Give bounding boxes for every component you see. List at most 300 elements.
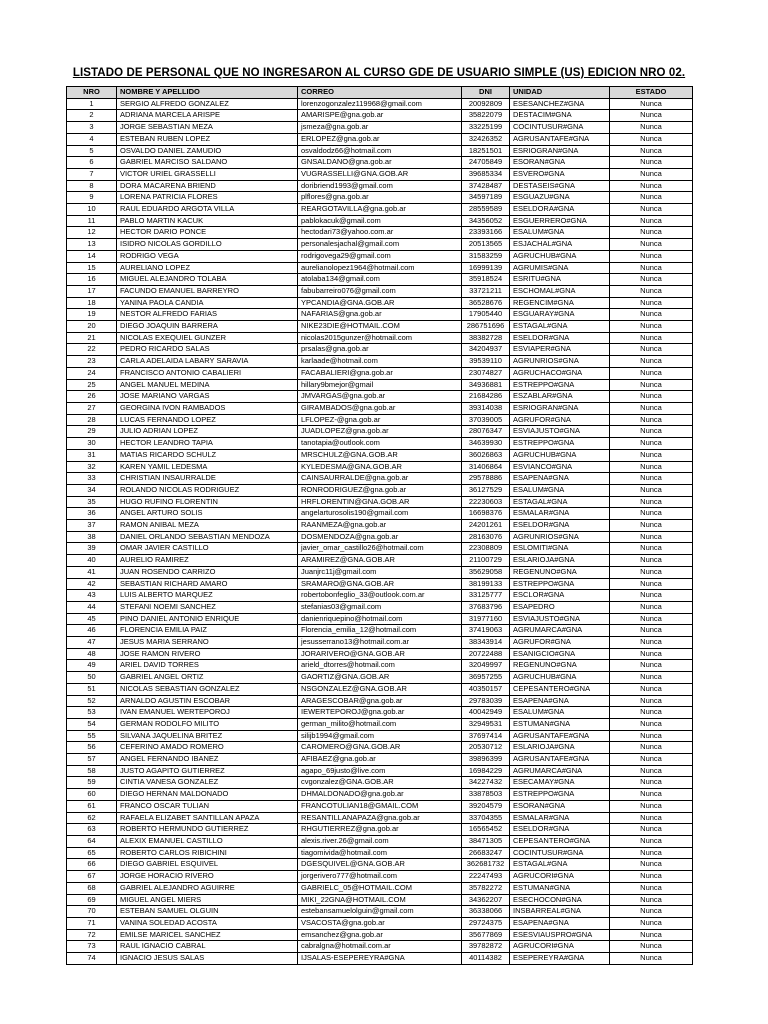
row-number-cell: 26	[67, 391, 117, 403]
table-row	[67, 402, 693, 414]
status-cell: Nunca	[610, 894, 693, 906]
unit-cell: ESAPENA#GNA	[510, 695, 610, 707]
unit-cell: ESTREPPO#GNA	[510, 438, 610, 450]
email-cell: atolaba134@gmail.com	[298, 274, 462, 286]
dni-cell: 39314038	[462, 402, 510, 414]
dni-cell: 26683247	[462, 847, 510, 859]
dni-cell: 32949531	[462, 718, 510, 730]
person-name-cell: JORGE SEBASTIAN MEZA	[117, 122, 298, 134]
email-cell: jorgerivero777@hotmail.com	[298, 871, 462, 883]
dni-cell: 36026863	[462, 449, 510, 461]
status-cell: Nunca	[610, 555, 693, 567]
table-row	[67, 344, 693, 356]
table-row	[67, 262, 693, 274]
dni-cell: 38382728	[462, 332, 510, 344]
status-cell: Nunca	[610, 718, 693, 730]
unit-cell: ESTAGAL#GNA	[510, 321, 610, 333]
status-cell: Nunca	[610, 496, 693, 508]
dni-cell: 35822079	[462, 110, 510, 122]
status-cell: Nunca	[610, 765, 693, 777]
email-cell: jesusserrano13@hotmail.com.ar	[298, 637, 462, 649]
row-number-cell: 53	[67, 707, 117, 719]
email-cell: DHMALDONADO@gna.gob.ar	[298, 789, 462, 801]
status-cell: Nunca	[610, 707, 693, 719]
row-number-cell: 59	[67, 777, 117, 789]
email-cell: GIRAMBADOS@gna.gob.ar	[298, 402, 462, 414]
status-cell: Nunca	[610, 285, 693, 297]
row-number-cell: 43	[67, 590, 117, 602]
person-name-cell: JUAN ROSENDO CARRIZO	[117, 566, 298, 578]
row-number-cell: 22	[67, 344, 117, 356]
row-number-cell: 13	[67, 239, 117, 251]
email-cell: angelarturosolis190@gmail.com	[298, 508, 462, 520]
person-name-cell: DIEGO JOAQUIN BARRERA	[117, 321, 298, 333]
table-row	[67, 367, 693, 379]
person-name-cell: PABLO MARTIN KACUK	[117, 215, 298, 227]
email-cell: LFLOPEZ-@gna.gob.ar	[298, 414, 462, 426]
row-number-cell: 23	[67, 356, 117, 368]
person-name-cell: FRANCISCO ANTONIO CABALIERI	[117, 367, 298, 379]
dni-cell: 29578886	[462, 473, 510, 485]
unit-cell: ESELDORA#GNA	[510, 204, 610, 216]
row-number-cell: 68	[67, 882, 117, 894]
dni-cell: 34936881	[462, 379, 510, 391]
email-cell: danienriquepino@hotmail.com	[298, 613, 462, 625]
table-row	[67, 414, 693, 426]
person-name-cell: ARIEL DAVID TORRES	[117, 660, 298, 672]
row-number-cell: 30	[67, 438, 117, 450]
row-number-cell: 46	[67, 625, 117, 637]
row-number-cell: 31	[67, 449, 117, 461]
table-row	[67, 180, 693, 192]
table-row	[67, 695, 693, 707]
status-cell: Nunca	[610, 367, 693, 379]
dni-cell: 20092809	[462, 98, 510, 110]
table-row	[67, 847, 693, 859]
email-cell: ERLOPEZ@gna.gob.ar	[298, 133, 462, 145]
table-row	[67, 941, 693, 953]
unit-cell: ESCHOMAL#GNA	[510, 285, 610, 297]
status-cell: Nunca	[610, 414, 693, 426]
row-number-cell: 11	[67, 215, 117, 227]
dni-cell: 33878503	[462, 789, 510, 801]
table-row	[67, 543, 693, 555]
table-row	[67, 555, 693, 567]
table-row	[67, 110, 693, 122]
email-cell: NAFARIAS@gna.gob.ar	[298, 309, 462, 321]
row-number-cell: 58	[67, 765, 117, 777]
table-row	[67, 660, 693, 672]
email-cell: rodrigovega29@gmail.com	[298, 250, 462, 262]
email-cell: HRFLORENTIN@GNA.GOB.AR	[298, 496, 462, 508]
unit-cell: ESZABLAR#GNA	[510, 391, 610, 403]
email-cell: alexis.river.26@gmail.com	[298, 836, 462, 848]
dni-cell: 29724375	[462, 917, 510, 929]
table-row	[67, 800, 693, 812]
dni-cell: 21100729	[462, 555, 510, 567]
unit-cell: ESANIGCIO#GNA	[510, 648, 610, 660]
table-row	[67, 356, 693, 368]
dni-cell: 20513565	[462, 239, 510, 251]
status-cell: Nunca	[610, 402, 693, 414]
status-cell: Nunca	[610, 871, 693, 883]
column-header-email: CORREO	[298, 87, 462, 99]
unit-cell: ESEPEREYRA#GNA	[510, 953, 610, 965]
table-row	[67, 707, 693, 719]
person-name-cell: ARNALDO AGUSTIN ESCOBAR	[117, 695, 298, 707]
row-number-cell: 18	[67, 297, 117, 309]
dni-cell: 33721211	[462, 285, 510, 297]
column-header-status: ESTADO	[610, 87, 693, 99]
status-cell: Nunca	[610, 672, 693, 684]
person-name-cell: EMILSE MARICEL SANCHEZ	[117, 929, 298, 941]
unit-cell: ESTREPPO#GNA	[510, 789, 610, 801]
unit-cell: ESORAN#GNA	[510, 800, 610, 812]
row-number-cell: 49	[67, 660, 117, 672]
person-name-cell: DIEGO GABRIEL ESQUIVEL	[117, 859, 298, 871]
email-cell: doribriend1993@gmail.com	[298, 180, 462, 192]
status-cell: Nunca	[610, 157, 693, 169]
row-number-cell: 61	[67, 800, 117, 812]
unit-cell: ESRIOGRAN#GNA	[510, 145, 610, 157]
row-number-cell: 3	[67, 122, 117, 134]
row-number-cell: 36	[67, 508, 117, 520]
person-name-cell: CARLA ADELAIDA LABARY SARAVIA	[117, 356, 298, 368]
row-number-cell: 19	[67, 309, 117, 321]
row-number-cell: 20	[67, 321, 117, 333]
email-cell: REARGOTAVILLA@gna.gob.ar	[298, 204, 462, 216]
email-cell: lorenzogonzalez119968@gmail.com	[298, 98, 462, 110]
status-cell: Nunca	[610, 438, 693, 450]
row-number-cell: 56	[67, 742, 117, 754]
table-row	[67, 812, 693, 824]
status-cell: Nunca	[610, 882, 693, 894]
status-cell: Nunca	[610, 110, 693, 122]
person-name-cell: PEDRO RICARDO SALAS	[117, 344, 298, 356]
table-row	[67, 836, 693, 848]
table-row	[67, 765, 693, 777]
table-row	[67, 473, 693, 485]
row-number-cell: 27	[67, 402, 117, 414]
status-cell: Nunca	[610, 508, 693, 520]
status-cell: Nunca	[610, 473, 693, 485]
dni-cell: 34227432	[462, 777, 510, 789]
row-number-cell: 71	[67, 917, 117, 929]
person-name-cell: CINTIA VANESA GONZALEZ	[117, 777, 298, 789]
email-cell: javier_omar_castillo26@hotmail.com	[298, 543, 462, 555]
email-cell: arield_dtorres@hotmail.com	[298, 660, 462, 672]
dni-cell: 22230603	[462, 496, 510, 508]
dni-cell: 35782272	[462, 882, 510, 894]
email-cell: cabralgna@hotmail.com.ar	[298, 941, 462, 953]
dni-cell: 37039005	[462, 414, 510, 426]
table-row	[67, 98, 693, 110]
person-name-cell: ALEXIX EMANUEL CASTILLO	[117, 836, 298, 848]
email-cell: german_milito@hotmail.com	[298, 718, 462, 730]
table-row	[67, 379, 693, 391]
unit-cell: ESELDOR#GNA	[510, 332, 610, 344]
email-cell: hectodari73@yahoo.com.ar	[298, 227, 462, 239]
table-row	[67, 601, 693, 613]
status-cell: Nunca	[610, 391, 693, 403]
dni-cell: 28559589	[462, 204, 510, 216]
status-cell: Nunca	[610, 180, 693, 192]
unit-cell: REGENCIM#GNA	[510, 297, 610, 309]
person-name-cell: ESTEBAN SAMUEL OLGUIN	[117, 906, 298, 918]
table-row	[67, 145, 693, 157]
status-cell: Nunca	[610, 543, 693, 555]
status-cell: Nunca	[610, 168, 693, 180]
dni-cell: 33704355	[462, 812, 510, 824]
table-row	[67, 953, 693, 965]
unit-cell: AGRUMARCA#GNA	[510, 765, 610, 777]
table-row	[67, 754, 693, 766]
table-row	[67, 637, 693, 649]
unit-cell: ESECHOCON#GNA	[510, 894, 610, 906]
person-name-cell: SEBASTIAN RICHARD AMARO	[117, 578, 298, 590]
person-name-cell: VICTOR URIEL GRASSELLI	[117, 168, 298, 180]
person-name-cell: ISIDRO NICOLAS GORDILLO	[117, 239, 298, 251]
status-cell: Nunca	[610, 215, 693, 227]
row-number-cell: 37	[67, 520, 117, 532]
dni-cell: 16698376	[462, 508, 510, 520]
person-name-cell: GABRIEL ALEJANDRO AGUIRRE	[117, 882, 298, 894]
person-name-cell: MIGUEL ANGEL MIERS	[117, 894, 298, 906]
person-name-cell: GERMAN RODOLFO MILITO	[117, 718, 298, 730]
dni-cell: 40350157	[462, 683, 510, 695]
status-cell: Nunca	[610, 777, 693, 789]
row-number-cell: 17	[67, 285, 117, 297]
unit-cell: CEPESANTERO#GNA	[510, 683, 610, 695]
row-number-cell: 52	[67, 695, 117, 707]
table-row	[67, 461, 693, 473]
person-name-cell: SERGIO ALFREDO GONZALEZ	[117, 98, 298, 110]
table-row	[67, 285, 693, 297]
email-cell: plflores@gna.gob.ar	[298, 192, 462, 204]
row-number-cell: 45	[67, 613, 117, 625]
row-number-cell: 16	[67, 274, 117, 286]
email-cell: IJSALAS-ESEPEREYRA#GNA	[298, 953, 462, 965]
email-cell: KYLEDESMA@GNA.GOB.AR	[298, 461, 462, 473]
person-name-cell: VANINA SOLEDAD ACOSTA	[117, 917, 298, 929]
email-cell: IEWERTEPOROJ@gna.gob.ar	[298, 707, 462, 719]
person-name-cell: PINO DANIEL ANTONIO ENRIQUE	[117, 613, 298, 625]
email-cell: GAORTIZ@GNA.GOB.AR	[298, 672, 462, 684]
email-cell: MRSCHULZ@GNA.GOB.AR	[298, 449, 462, 461]
row-number-cell: 9	[67, 192, 117, 204]
row-number-cell: 44	[67, 601, 117, 613]
status-cell: Nunca	[610, 929, 693, 941]
row-number-cell: 67	[67, 871, 117, 883]
person-name-cell: RAUL IGNACIO CABRAL	[117, 941, 298, 953]
unit-cell: ESESVIAUSPRO#GNA	[510, 929, 610, 941]
email-cell: nicolas2015gunzer@hotmail.com	[298, 332, 462, 344]
unit-cell: ESORAN#GNA	[510, 157, 610, 169]
row-number-cell: 15	[67, 262, 117, 274]
row-number-cell: 72	[67, 929, 117, 941]
table-row	[67, 730, 693, 742]
row-number-cell: 74	[67, 953, 117, 965]
status-cell: Nunca	[610, 145, 693, 157]
status-cell: Nunca	[610, 309, 693, 321]
person-name-cell: RAUL EDUARDO ARGOTA VILLA	[117, 204, 298, 216]
status-cell: Nunca	[610, 742, 693, 754]
dni-cell: 39685334	[462, 168, 510, 180]
column-header-name: NOMBRE Y APELLIDO	[117, 87, 298, 99]
person-name-cell: HECTOR DARIO PONCE	[117, 227, 298, 239]
table-row	[67, 718, 693, 730]
person-name-cell: LUCAS FERNANDO LOPEZ	[117, 414, 298, 426]
person-name-cell: CHRISTIAN INSAURRALDE	[117, 473, 298, 485]
table-row	[67, 894, 693, 906]
dni-cell: 33225199	[462, 122, 510, 134]
dni-cell: 38343914	[462, 637, 510, 649]
status-cell: Nunca	[610, 262, 693, 274]
dni-cell: 35677869	[462, 929, 510, 941]
email-cell: prsalas@gna.gob.ar	[298, 344, 462, 356]
status-cell: Nunca	[610, 917, 693, 929]
dni-cell: 35918524	[462, 274, 510, 286]
unit-cell: ESGUARAY#GNA	[510, 309, 610, 321]
dni-cell: 36338066	[462, 906, 510, 918]
row-number-cell: 41	[67, 566, 117, 578]
table-row	[67, 590, 693, 602]
table-row	[67, 578, 693, 590]
table-row	[67, 625, 693, 637]
table-header-row	[67, 87, 693, 99]
dni-cell: 31977160	[462, 613, 510, 625]
table-row	[67, 520, 693, 532]
person-name-cell: KAREN YAMIL LEDESMA	[117, 461, 298, 473]
email-cell: jsmeza@gna.gob.ar	[298, 122, 462, 134]
email-cell: SRAMARO@GNA.GOB.AR	[298, 578, 462, 590]
table-row	[67, 438, 693, 450]
unit-cell: AGRUCHACO#GNA	[510, 367, 610, 379]
email-cell: personalesjachal@gmail.com	[298, 239, 462, 251]
table-row	[67, 789, 693, 801]
person-name-cell: RODRIGO VEGA	[117, 250, 298, 262]
table-row	[67, 133, 693, 145]
dni-cell: 36127529	[462, 484, 510, 496]
email-cell: YPCANDIA@GNA.GOB.AR	[298, 297, 462, 309]
email-cell: DGESQUIVEL@GNA.GOB.AR	[298, 859, 462, 871]
row-number-cell: 48	[67, 648, 117, 660]
person-name-cell: LUIS ALBERTO MARQUEZ	[117, 590, 298, 602]
dni-cell: 38471305	[462, 836, 510, 848]
row-number-cell: 39	[67, 543, 117, 555]
dni-cell: 36528676	[462, 297, 510, 309]
person-name-cell: FRANCO OSCAR TULIAN	[117, 800, 298, 812]
row-number-cell: 2	[67, 110, 117, 122]
row-number-cell: 29	[67, 426, 117, 438]
person-name-cell: JORGE HORACIO RIVERO	[117, 871, 298, 883]
dni-cell: 28076347	[462, 426, 510, 438]
unit-cell: ESVERO#GNA	[510, 168, 610, 180]
status-cell: Nunca	[610, 953, 693, 965]
person-name-cell: HUGO RUFINO FLORENTIN	[117, 496, 298, 508]
unit-cell: ESTREPPO#GNA	[510, 379, 610, 391]
person-name-cell: ROBERTO HERMUNDO GUTIERREZ	[117, 824, 298, 836]
table-row	[67, 859, 693, 871]
person-name-cell: JOSE MARIANO VARGAS	[117, 391, 298, 403]
table-row	[67, 321, 693, 333]
dni-cell: 22308809	[462, 543, 510, 555]
person-name-cell: ANGEL MANUEL MEDINA	[117, 379, 298, 391]
table-row	[67, 929, 693, 941]
unit-cell: AGRUNRIOS#GNA	[510, 356, 610, 368]
status-cell: Nunca	[610, 461, 693, 473]
table-row	[67, 917, 693, 929]
person-name-cell: NICOLAS EXEQUIEL GUNZER	[117, 332, 298, 344]
dni-cell: 18251501	[462, 145, 510, 157]
person-name-cell: IGNACIO JESUS SALAS	[117, 953, 298, 965]
email-cell: NSGONZALEZ@GNA.GOB.AR	[298, 683, 462, 695]
unit-cell: ESRIOGRAN#GNA	[510, 402, 610, 414]
row-number-cell: 38	[67, 531, 117, 543]
row-number-cell: 47	[67, 637, 117, 649]
status-cell: Nunca	[610, 683, 693, 695]
unit-cell: DESTASEIS#GNA	[510, 180, 610, 192]
email-cell: robertobonfeglio_33@outlook.com.ar	[298, 590, 462, 602]
table-row	[67, 215, 693, 227]
row-number-cell: 6	[67, 157, 117, 169]
dni-cell: 37683796	[462, 601, 510, 613]
email-cell: VUGRASSELLI@GNA.GOB.AR	[298, 168, 462, 180]
table-row	[67, 496, 693, 508]
person-name-cell: DIEGO HERNAN MALDONADO	[117, 789, 298, 801]
dni-cell: 29783039	[462, 695, 510, 707]
row-number-cell: 21	[67, 332, 117, 344]
unit-cell: ESAPENA#GNA	[510, 473, 610, 485]
table-row	[67, 227, 693, 239]
unit-cell: ESMALAR#GNA	[510, 812, 610, 824]
status-cell: Nunca	[610, 484, 693, 496]
row-number-cell: 34	[67, 484, 117, 496]
row-number-cell: 42	[67, 578, 117, 590]
status-cell: Nunca	[610, 941, 693, 953]
unit-cell: ESCLOR#GNA	[510, 590, 610, 602]
person-name-cell: ROBERTO CARLOS RIBICHINI	[117, 847, 298, 859]
unit-cell: REGENUNO#GNA	[510, 566, 610, 578]
row-number-cell: 14	[67, 250, 117, 262]
person-name-cell: ANGEL ARTURO SOLIS	[117, 508, 298, 520]
column-header-dni: DNI	[462, 87, 510, 99]
table-row	[67, 122, 693, 134]
row-number-cell: 1	[67, 98, 117, 110]
status-cell: Nunca	[610, 204, 693, 216]
person-name-cell: JOSE RAMON RIVERO	[117, 648, 298, 660]
unit-cell: ESTAGAL#GNA	[510, 859, 610, 871]
unit-cell: AGRUMARCA#GNA	[510, 625, 610, 637]
status-cell: Nunca	[610, 625, 693, 637]
dni-cell: 36957255	[462, 672, 510, 684]
email-cell: fabubarreiro076@gmail.com	[298, 285, 462, 297]
dni-cell: 16999139	[462, 262, 510, 274]
status-cell: Nunca	[610, 566, 693, 578]
person-name-cell: JULIO ADRIAN LOPEZ	[117, 426, 298, 438]
person-name-cell: OSVALDO DANIEL ZAMUDIO	[117, 145, 298, 157]
status-cell: Nunca	[610, 227, 693, 239]
table-row	[67, 426, 693, 438]
table-row	[67, 274, 693, 286]
email-cell: FRANCOTULIAN18@GMAIL.COM	[298, 800, 462, 812]
person-name-cell: FACUNDO EMANUEL BARREYRO	[117, 285, 298, 297]
email-cell: hillary9bmejor@gmail	[298, 379, 462, 391]
status-cell: Nunca	[610, 250, 693, 262]
status-cell: Nunca	[610, 239, 693, 251]
dni-cell: 32426352	[462, 133, 510, 145]
person-name-cell: AURELIO RAMIREZ	[117, 555, 298, 567]
